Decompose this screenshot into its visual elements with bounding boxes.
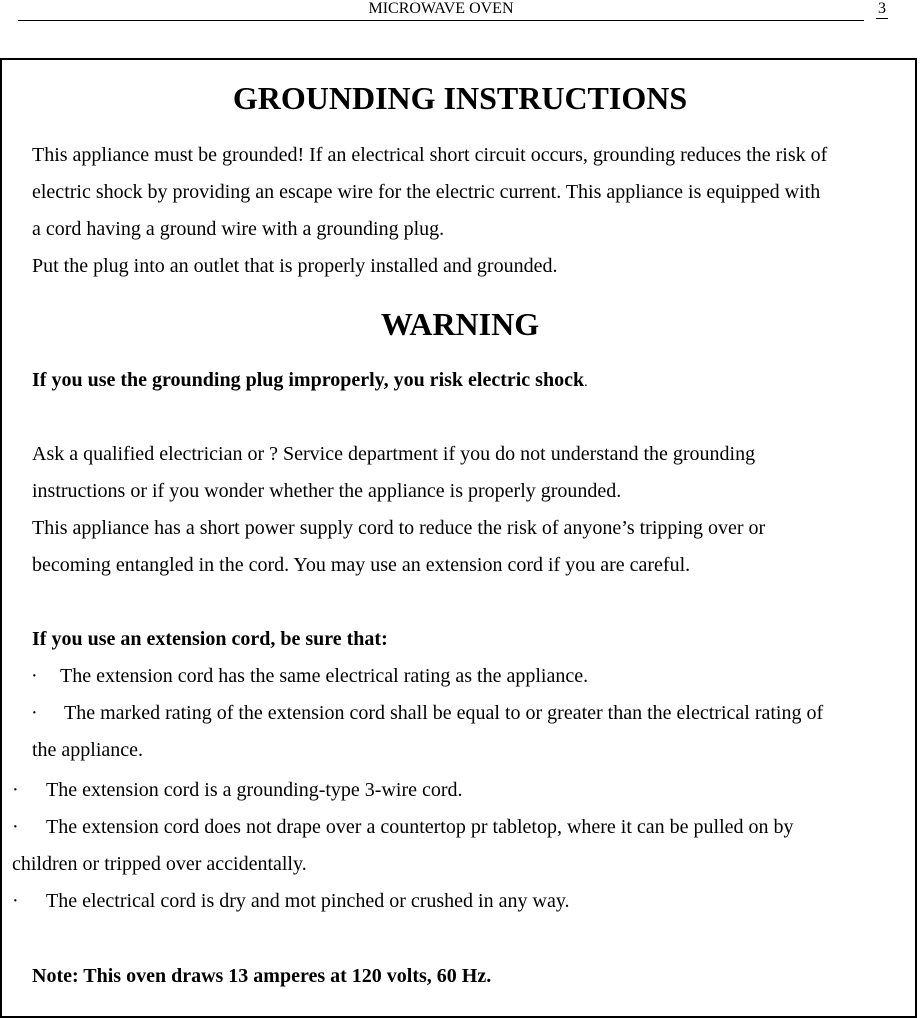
warning-line-2: instructions or if you wonder whether the appliance is properly grounded. xyxy=(32,480,622,502)
extension-item-1: The extension cord has the same electrical rating as the appliance. xyxy=(60,665,589,687)
note-line: Note: This oven draws 13 amperes at 120 volts, 60 Hz. xyxy=(32,965,492,987)
grounding-line-1: This appliance must be grounded! If an electrical short circuit occurs, grounding reduces the risk of xyxy=(32,144,828,166)
extension-item-4: The extension cord does not drape over a countertop pr tabletop, where it can be pulled on by xyxy=(46,816,794,838)
running-header xyxy=(18,0,864,21)
bullet-dot: · xyxy=(31,665,38,687)
warning-line-4: becoming entangled in the cord. You may use an extension cord if you are careful. xyxy=(32,554,691,576)
warning-heading: WARNING xyxy=(380,306,540,342)
grounding-line-2: electric shock by providing an escape wire for the electric current. This appliance is equipped with xyxy=(32,181,821,203)
extension-item-4-cont: children or tripped over accidentally. xyxy=(12,853,307,875)
warning-bold-period: . xyxy=(584,375,588,390)
bullet-dot: · xyxy=(12,816,19,838)
bullet-dot: · xyxy=(12,890,19,912)
warning-bold-line xyxy=(32,368,588,395)
extension-item-5: The electrical cord is dry and mot pinched or crushed in any way. xyxy=(46,890,570,912)
warning-line-1: Ask a qualified electrician or ? Service department if you do not understand the grounding xyxy=(32,443,756,465)
header-title: MICROWAVE OVEN xyxy=(368,0,514,17)
extension-item-3: The extension cord is a grounding-type 3-wire cord. xyxy=(46,779,463,801)
bullet-dot: · xyxy=(31,702,38,724)
grounding-heading: GROUNDING INSTRUCTIONS xyxy=(232,80,688,116)
grounding-line-3: a cord having a ground wire with a grounding plug. xyxy=(32,218,445,240)
extension-item-2: The marked rating of the extension cord shall be equal to or greater than the electrical rating of xyxy=(64,702,824,724)
bullet-dot: · xyxy=(12,779,19,801)
warning-line-3: This appliance has a short power supply cord to reduce the risk of anyone’s tripping over or xyxy=(32,517,766,539)
grounding-line-4: Put the plug into an outlet that is properly installed and grounded. xyxy=(32,255,558,277)
extension-heading: If you use an extension cord, be sure that: xyxy=(32,628,388,650)
page-number: 3 xyxy=(878,0,886,17)
warning-bold-text: If you use the grounding plug improperly, you risk electric shock xyxy=(32,369,585,391)
extension-item-2-cont: the appliance. xyxy=(32,739,144,761)
